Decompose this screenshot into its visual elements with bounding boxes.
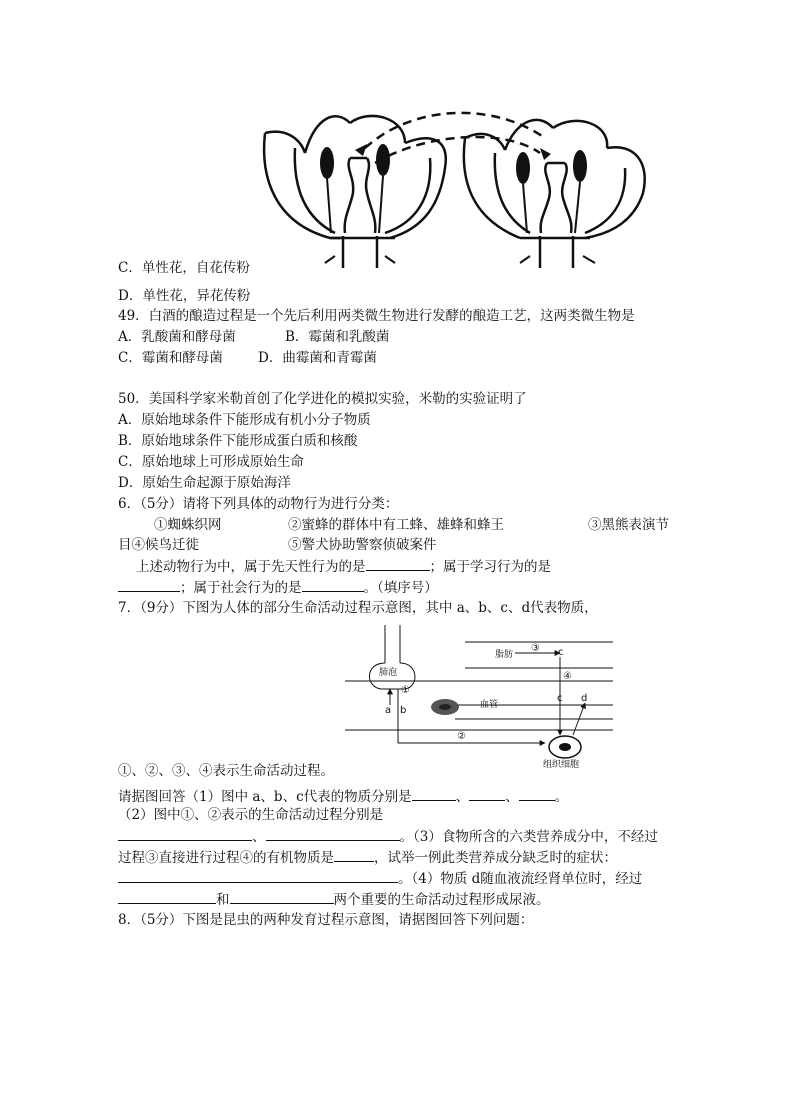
q50-option-c: C．原始地球上可形成原始生命 [118,454,304,470]
flower-pollination-illustration [255,108,655,273]
option-c: C．单性花，自花传粉 [118,260,250,276]
q49-option-c: C．霉菌和酵母菌 [118,350,223,366]
q6-item-1: ①蜘蛛织网 [154,517,222,533]
answer-blank[interactable] [334,848,374,862]
process-4-label: ④ [563,671,572,682]
answer-blank[interactable] [118,827,252,841]
fat-label: 脂肪 [495,650,514,660]
question-6-prompt: 上述动物行为中，属于先天性行为的是 ；属于学习行为的是 [136,559,551,575]
life-activity-diagram [345,625,615,770]
question-7-1: 请据图回答（1）图中 a、b、c代表的物质分别是 、 、 。 [118,789,569,805]
answer-blank[interactable] [230,890,334,904]
q6-item-5: ⑤警犬协助警察侦破案件 [288,537,437,553]
question-6-prompt-2: ；属于社会行为的是 。（填序号） [118,578,438,597]
answer-blank[interactable] [366,557,430,571]
substance-c-top-label: c [558,647,564,658]
answer-blank[interactable] [519,787,555,801]
question-6-items-2 [118,536,437,554]
substance-d-label: d [581,693,588,704]
option-d: D．单性花，异花传粉 [118,288,251,304]
question-49: 49．白酒的酿造过程是一个先后利用两类微生物进行发酵的酿造工艺，这两类微生物是 [118,308,635,324]
answer-blank[interactable] [266,827,400,841]
substance-b-label: b [400,705,407,716]
answer-blank[interactable] [118,890,216,904]
q50-option-a: A．原始地球条件下能形成有机小分子物质 [118,412,371,428]
tissue-cell-label: 组织细胞 [543,760,580,770]
question-7-3: 、 。（3）食物所含的六类营养成分中，不经过 [118,827,658,846]
process-1-label: ① [401,685,410,696]
question-7-b: ①、②、③、④表示生命活动过程。 [118,763,334,779]
question-7-4b: 和 两个重要的生命活动过程形成尿液。 [118,890,550,909]
q49-option-d: D．曲霉菌和青霉菌 [258,350,377,366]
process-3-label: ③ [531,643,540,654]
question-50: 50．美国科学家米勒首创了化学进化的模拟实验，米勒的实验证明了 [118,391,527,407]
process-2-label: ② [457,731,466,742]
question-49-options-ab [118,328,390,346]
q6-item-3: ③黑熊表演节 [588,517,669,533]
answer-blank[interactable] [302,578,364,592]
question-7-3b: 过程③直接进行过程④的有机物质是 ，试举一例此类营养成分缺乏时的症状： [118,850,617,866]
vessel-label: 血管 [480,700,499,710]
question-6: 6．（5分）请将下列具体的动物行为进行分类： [118,496,399,512]
q6-item-2: ②蜜蜂的群体中有工蜂、雄蜂和蜂王 [288,517,504,533]
q50-option-d: D．原始生命起源于原始海洋 [118,475,291,491]
question-8: 8．（5分）下图是昆虫的两种发育过程示意图，请据图回答下列问题： [118,912,534,928]
q49-option-b: B．霉菌和乳酸菌 [285,329,390,345]
substance-c-label: c [557,693,563,704]
question-7-2: （2）图中①、②表示的生命活动过程分别是 [118,807,384,823]
question-7-4: 。（4）物质 d随血液流经肾单位时，经过 [118,869,642,888]
answer-blank[interactable] [469,787,505,801]
q49-option-a: A．乳酸菌和酵母菌 [118,329,236,345]
question-49-options-cd [118,349,377,367]
q6-item-3b: 目④候鸟迁徙 [118,537,199,553]
answer-blank[interactable] [118,869,398,883]
answer-blank[interactable] [412,787,456,801]
question-7: 7．（9分）下图为人体的部分生命活动过程示意图，其中 a、b、c、d代表物质， [118,600,598,616]
substance-a-label: a [385,705,392,716]
alveolus-label: 肺泡 [379,668,398,678]
q50-option-b: B．原始地球条件下能形成蛋白质和核酸 [118,433,358,449]
answer-blank[interactable] [118,578,180,592]
